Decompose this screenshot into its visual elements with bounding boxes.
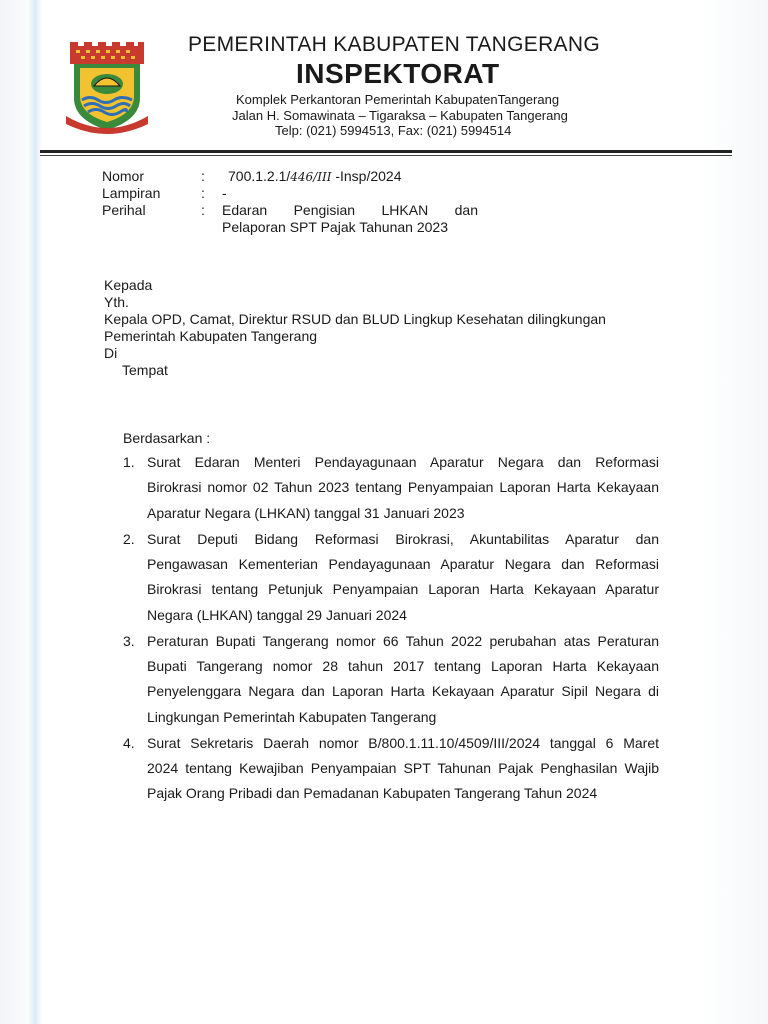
- contact-line: Telp: (021) 5994513, Fax: (021) 5994514: [275, 123, 512, 138]
- header-rule-thin: [40, 155, 732, 156]
- list-item-number: 2.: [123, 530, 135, 547]
- list-item-line: Surat Sekretaris Daerah nomor B/800.1.11.10/4509/III/2024 tanggal 6 Maret: [147, 734, 659, 751]
- nomor-label: Nomor: [102, 168, 145, 184]
- list-item-line: Birokrasi nomor 02 Tahun 2023 tentang Penyampaian Laporan Harta Kekayaan: [147, 479, 659, 496]
- nomor-value: [228, 168, 402, 184]
- address-line-2: Jalan H. Somawinata – Tigaraksa – Kabupaten Tangerang: [232, 108, 568, 123]
- office-name: INSPEKTORAT: [296, 58, 500, 89]
- list-item-line: 2024 tentang Kewajiban Penyampaian SPT Tahunan Pajak Penghasilan Wajib: [147, 760, 659, 776]
- perihal-line-1: Edaran Pengisian LHKAN dan: [222, 202, 478, 218]
- list-item-line: Lingkungan Pemerintah Kabupaten Tangerang: [147, 708, 437, 725]
- recipient-line-2: Pemerintah Kabupaten Tangerang: [104, 328, 318, 344]
- list-item-line: Peraturan Bupati Tangerang nomor 66 Tahun 2022 perubahan atas Peraturan: [147, 632, 659, 649]
- list-item-line: Bupati Tangerang nomor 28 tahun 2017 tentang Laporan Harta Kekayaan: [147, 658, 659, 674]
- scan-edge: [28, 0, 42, 1024]
- list-item-line: Pengawasan Kementerian Pendayagunaan Aparatur Negara dan Reformasi: [147, 556, 659, 572]
- body-intro: Berdasarkan :: [123, 430, 211, 446]
- perihal-line-2: Pelaporan SPT Pajak Tahunan 2023: [222, 219, 448, 235]
- list-item-line: Birokrasi tentang Petunjuk Penyampaian Laporan Harta Kekayaan Aparatur: [147, 581, 659, 598]
- list-item-line: Negara (LHKAN) tanggal 29 Januari 2024: [147, 606, 407, 623]
- list-item-number: 1.: [123, 454, 135, 470]
- list-item-number: 4.: [123, 734, 135, 751]
- list-item-line: Pajak Orang Pribadi dan Pemadanan Kabupaten Tangerang Tahun 2024: [147, 785, 598, 802]
- recipient-di: Di: [104, 345, 118, 361]
- government-name: PEMERINTAH KABUPATEN TANGERANG: [188, 33, 600, 56]
- list-item-line: Surat Deputi Bidang Reformasi Birokrasi, Akuntabilitas Aparatur dan: [147, 530, 659, 547]
- recipient-line-1: Kepala OPD, Camat, Direktur RSUD dan BLUD Lingkup Kesehatan dilingkungan: [104, 311, 606, 327]
- header-rule-thick: [40, 150, 732, 153]
- tangerang-coat-of-arms-icon: [64, 40, 150, 136]
- recipient-tempat: Tempat: [122, 362, 168, 378]
- yth: Yth.: [104, 294, 129, 310]
- nomor-suffix: -Insp/2024: [331, 168, 402, 184]
- list-item-line: Surat Edaran Menteri Pendayagunaan Aparatur Negara dan Reformasi: [147, 454, 659, 470]
- list-item-line: Aparatur Negara (LHKAN) tanggal 31 Januari 2023: [147, 504, 465, 521]
- lampiran-value: -: [222, 185, 227, 201]
- list-item-number: 3.: [123, 632, 135, 649]
- list-item-line: Penyelenggara Negara dan Laporan Harta Kekayaan Aparatur Sipil Negara di: [147, 683, 659, 700]
- lampiran-colon: :: [201, 185, 205, 201]
- perihal-label: Perihal: [102, 202, 146, 218]
- nomor-prefix: 700.1.2.1/: [228, 168, 291, 184]
- address-line-1: Komplek Perkantoran Pemerintah KabupatenTangerang: [236, 92, 560, 107]
- perihal-colon: :: [201, 202, 205, 218]
- nomor-colon: :: [201, 168, 205, 184]
- kepada: Kepada: [104, 277, 153, 293]
- lampiran-label: Lampiran: [102, 185, 161, 201]
- nomor-handwritten: 446/III: [290, 170, 332, 184]
